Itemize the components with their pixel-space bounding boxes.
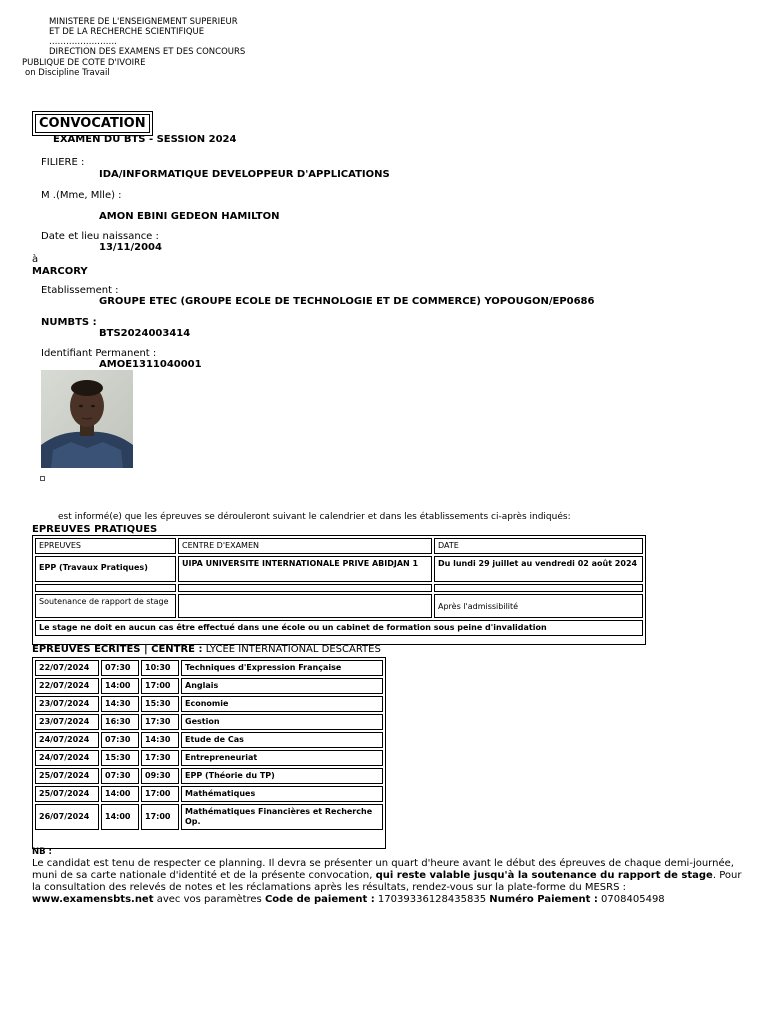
ecrites-date: 23/07/2024: [35, 714, 99, 730]
candidate-name: AMON EBINI GEDEON HAMILTON: [99, 211, 280, 222]
birth-a: à: [32, 254, 39, 265]
ministry-line-2: ET DE LA RECHERCHE SCIENTIFIQUE: [49, 27, 205, 37]
ecrites-start: 16:30: [101, 714, 139, 730]
ecrites-date: 22/07/2024: [35, 660, 99, 676]
ecrites-start: 07:30: [101, 660, 139, 676]
nb-paragraph: [32, 858, 762, 906]
pratiques-header-centre: CENTRE D'EXAMEN: [178, 538, 432, 554]
ecrites-start: 07:30: [101, 768, 139, 784]
ecrites-table: [32, 657, 386, 849]
ecrites-date: 24/07/2024: [35, 732, 99, 748]
pratiques-stage-note: Le stage ne doit en aucun cas être effectué dans une école ou un cabinet de formation sous peine d'invalidation: [35, 620, 643, 636]
nb-line-2c: . Pour: [712, 870, 742, 881]
ecrites-end: 15:30: [141, 696, 179, 712]
site-link[interactable]: www.examensbts.net: [32, 894, 154, 905]
numbts-label: NUMBTS :: [41, 317, 97, 328]
ecrites-start: 07:30: [101, 732, 139, 748]
filiere-label: FILIERE :: [41, 157, 85, 168]
direction-line: DIRECTION DES EXAMENS ET DES CONCOURS: [49, 47, 246, 57]
nb-line-3: la consultation des relevés de notes et les réclamations après les résultats, rendez-vous sur la plate-forme du MESRS :: [32, 882, 626, 893]
nb-line-2b: qui reste valable jusqu'à la soutenance du rapport de stage: [375, 870, 713, 881]
ecrites-subject: Etude de Cas: [181, 732, 383, 748]
identifiant-label: Identifiant Permanent :: [41, 348, 157, 359]
pratiques-header-epreuves: EPREUVES: [35, 538, 176, 554]
pratiques-epp-epreuve: EPP (Travaux Pratiques): [35, 556, 176, 582]
pratiques-epp-centre: UIPA UNIVERSITE INTERNATIONALE PRIVE ABIDJAN 1: [178, 556, 432, 582]
ecrites-date: 23/07/2024: [35, 696, 99, 712]
ecrites-subject: Gestion: [181, 714, 383, 730]
ecrites-date: 25/07/2024: [35, 786, 99, 802]
pratiques-soutenance-centre: [178, 594, 432, 618]
ecrites-row: [35, 786, 383, 802]
filiere-value: IDA/INFORMATIQUE DEVELOPPEUR D'APPLICATIONS: [99, 169, 390, 180]
pratiques-header-date: DATE: [434, 538, 643, 554]
pratiques-soutenance-epreuve: Soutenance de rapport de stage: [35, 594, 176, 618]
ecrites-start: 14:30: [101, 696, 139, 712]
republic-line: PUBLIQUE DE COTE D'IVOIRE: [22, 58, 146, 68]
ministry-line-1: MINISTERE DE L'ENSEIGNEMENT SUPERIEUR: [49, 17, 238, 27]
ecrites-subject: Entrepreneuriat: [181, 750, 383, 766]
pratiques-soutenance-date: Après l'admissibilité: [434, 594, 643, 618]
nb-line-2a: muni de sa carte nationale d'identité et de la présente convocation,: [32, 870, 373, 881]
etablissement-value: GROUPE ETEC (GROUPE ECOLE DE TECHNOLOGIE ET DE COMMERCE) YOPOUGON/EP0686: [99, 296, 595, 307]
nb-line-2: [32, 870, 762, 882]
ecrites-end: 14:30: [141, 732, 179, 748]
identifiant-value: AMOE1311040001: [99, 359, 202, 370]
ecrites-date: 25/07/2024: [35, 768, 99, 784]
ecrites-start: 14:00: [101, 678, 139, 694]
pratiques-epp-date: Du lundi 29 juillet au vendredi 02 août 2024: [434, 556, 643, 582]
nb-label: NB :: [32, 847, 52, 857]
ecrites-end: 17:30: [141, 750, 179, 766]
code-value: 17039336128435835: [377, 894, 487, 905]
code-label: Code de paiement :: [264, 894, 375, 905]
motto-line: on Discipline Travail: [25, 68, 110, 78]
exam-session: EXAMEN DU BTS - SESSION 2024: [53, 134, 237, 145]
ecrites-subject: Economie: [181, 696, 383, 712]
ecrites-start: 14:00: [101, 804, 139, 830]
page-title: CONVOCATION: [35, 114, 150, 133]
ecrites-subject: Anglais: [181, 678, 383, 694]
ecrites-start: 15:30: [101, 750, 139, 766]
checkbox-marker: [40, 476, 45, 481]
candidate-label: M .(Mme, Mlle) :: [41, 190, 122, 201]
ecrites-heading: EPREUVES ECRITES | CENTRE :: [32, 644, 203, 655]
etablissement-label: Etablissement :: [41, 285, 119, 296]
num-label: Numéro Paiement :: [489, 894, 598, 905]
ecrites-date: 26/07/2024: [35, 804, 99, 830]
pratiques-table: [32, 535, 646, 645]
ecrites-end: 10:30: [141, 660, 179, 676]
pratiques-empty-2: [178, 584, 432, 592]
pratiques-empty-1: [35, 584, 176, 592]
ecrites-end: 17:00: [141, 678, 179, 694]
ecrites-row: [35, 660, 383, 676]
nb-line-1: Le candidat est tenu de respecter ce planning. Il devra se présenter un quart d'heure avant le début des épreuves de chaque demi-journée,: [32, 858, 734, 869]
ecrites-heading-line: [32, 644, 381, 656]
info-text: est informé(e) que les épreuves se dérouleront suivant le calendrier et dans les établissements ci-après indiqués:: [58, 512, 571, 522]
ministry-separator: ……………………: [49, 37, 117, 47]
birth-date: 13/11/2004: [99, 242, 162, 253]
ecrites-subject: Mathématiques: [181, 786, 383, 802]
ecrites-subject: Mathématiques Financières et Recherche Op.: [181, 804, 383, 830]
ecrites-end: 17:30: [141, 714, 179, 730]
pratiques-heading: EPREUVES PRATIQUES: [32, 524, 158, 535]
ecrites-row: [35, 678, 383, 694]
ecrites-subject: EPP (Théorie du TP): [181, 768, 383, 784]
ecrites-row: [35, 750, 383, 766]
pratiques-empty-3: [434, 584, 643, 592]
ecrites-date: 22/07/2024: [35, 678, 99, 694]
num-value: 0708405498: [601, 894, 665, 905]
ecrites-start: 14:00: [101, 786, 139, 802]
numbts-value: BTS2024003414: [99, 328, 191, 339]
ecrites-date: 24/07/2024: [35, 750, 99, 766]
candidate-photo: [41, 370, 133, 468]
ecrites-end: 17:00: [141, 804, 179, 830]
ecrites-end: 17:00: [141, 786, 179, 802]
birth-label: Date et lieu naissance :: [41, 231, 159, 242]
ecrites-end: 09:30: [141, 768, 179, 784]
nb-line-4: [32, 894, 762, 906]
ecrites-row: [35, 768, 383, 784]
ecrites-row: [35, 714, 383, 730]
ecrites-row: [35, 804, 383, 830]
ecrites-row: [35, 696, 383, 712]
ecrites-centre: LYCEE INTERNATIONAL DESCARTES: [205, 644, 381, 655]
params-text: avec vos paramètres: [156, 894, 262, 905]
ecrites-row: [35, 732, 383, 748]
birth-place: MARCORY: [32, 266, 88, 277]
ecrites-subject: Techniques d'Expression Française: [181, 660, 383, 676]
title-box: [32, 111, 153, 136]
